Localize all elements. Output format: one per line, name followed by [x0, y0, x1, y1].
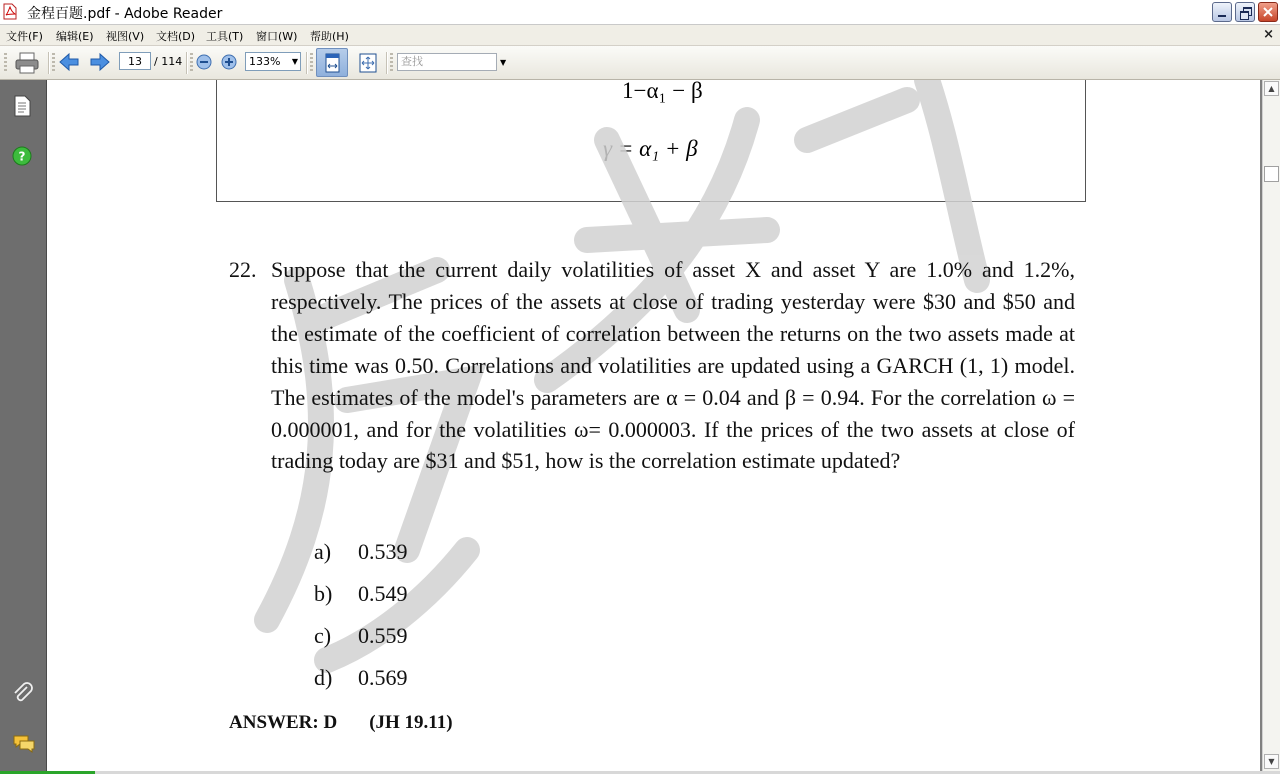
- zoom-out-icon[interactable]: [196, 54, 212, 70]
- vertical-scrollbar[interactable]: [1262, 80, 1280, 772]
- answer-option: [314, 665, 408, 691]
- scroll-down-arrow-icon[interactable]: ▼: [1264, 754, 1279, 769]
- close-window-button[interactable]: [1258, 2, 1278, 22]
- navigation-panel: [0, 80, 47, 772]
- toolbar-grip[interactable]: [310, 53, 313, 73]
- option-value: 0.539: [358, 539, 408, 564]
- menu-view[interactable]: 视图(V): [106, 30, 145, 43]
- pdf-file-icon: [3, 3, 17, 20]
- formula-gamma: γ = α₁ + β: [603, 136, 698, 161]
- fit-width-icon: [317, 49, 347, 76]
- answer-option: [314, 539, 408, 565]
- menu-help[interactable]: 帮助(H): [310, 30, 349, 43]
- attachments-paperclip-icon[interactable]: [12, 682, 34, 704]
- menu-window[interactable]: 窗口(W): [256, 30, 298, 43]
- next-page-icon[interactable]: [89, 52, 111, 72]
- toolbar-separator: [186, 52, 188, 74]
- zoom-in-icon[interactable]: [221, 54, 237, 70]
- close-icon: [1259, 3, 1277, 21]
- option-value: 0.569: [358, 665, 408, 690]
- scrollbar-thumb[interactable]: [1264, 166, 1279, 182]
- scroll-up-arrow-icon[interactable]: ▲: [1264, 81, 1279, 96]
- comments-icon[interactable]: [12, 734, 36, 754]
- help-icon[interactable]: [12, 146, 32, 166]
- toolbar-separator: [386, 52, 388, 74]
- zoom-level-select[interactable]: [245, 52, 301, 71]
- question-text: Suppose that the current daily volatilities of asset X and asset Y are 1.0% and 1.2%, respectively. The prices of the assets at close of trading yesterday were $30 and $50 and the estimate of the coefficient of correlation between the returns on the two assets made at this time was 0.50. Correlations and volatilities are updated using a GARCH (1, 1) model. The estimates of the model's parameters are α = 0.04 and β = 0.94. For the correlation ω = 0.000001, and for the volatilities ω= 0.000003. If the prices of the two assets at close of trading today are $31 and $51, how is the correlation estimate updated?: [271, 257, 1075, 474]
- formula-denominator: 1−α₁ − β: [622, 80, 703, 103]
- answer-option: [314, 623, 408, 649]
- menu-document[interactable]: 文档(D): [156, 30, 196, 43]
- option-value: 0.559: [358, 623, 408, 648]
- toolbar-grip[interactable]: [390, 53, 393, 73]
- toolbar-separator: [48, 52, 50, 74]
- svg-text:?: ?: [18, 149, 26, 164]
- option-label: b): [314, 581, 333, 606]
- toolbar-grip[interactable]: [52, 53, 55, 73]
- close-document-button[interactable]: ×: [1263, 27, 1274, 42]
- menu-file[interactable]: 文件(F): [6, 30, 43, 43]
- option-label: d): [314, 665, 333, 690]
- search-input[interactable]: 查找: [397, 53, 497, 71]
- question-number: 22.: [229, 257, 257, 282]
- search-options-chevron-icon[interactable]: ▼: [500, 58, 507, 67]
- answer-option: [314, 581, 408, 607]
- fit-page-icon[interactable]: [357, 52, 379, 74]
- page-total: / 114: [154, 55, 183, 68]
- menu-tools[interactable]: 工具(T): [206, 30, 244, 43]
- print-icon[interactable]: [14, 51, 40, 75]
- answer-text: ANSWER: D: [229, 712, 338, 733]
- restore-button[interactable]: [1235, 2, 1255, 22]
- pages-icon[interactable]: [12, 95, 32, 117]
- toolbar-grip[interactable]: [4, 53, 7, 73]
- formula-box: [216, 80, 1086, 202]
- zoom-level-value: 133%: [249, 55, 281, 68]
- title-bar: [0, 0, 1280, 25]
- menu-edit[interactable]: 编辑(E): [56, 30, 94, 43]
- chevron-down-icon: ▼: [291, 57, 298, 66]
- page-number-input[interactable]: 13: [119, 52, 151, 70]
- previous-page-icon[interactable]: [58, 52, 80, 72]
- toolbar: [0, 46, 1280, 80]
- single-page-view-button[interactable]: [316, 48, 348, 77]
- answer-source: (JH 19.11): [369, 712, 453, 733]
- option-label: c): [314, 623, 332, 648]
- answer-line: [229, 712, 453, 734]
- option-value: 0.549: [358, 581, 408, 606]
- window-title: 金程百题.pdf - Adobe Reader: [27, 6, 223, 22]
- menu-bar: [0, 25, 1280, 46]
- toolbar-separator: [306, 52, 308, 74]
- document-page[interactable]: [47, 80, 1260, 772]
- toolbar-grip[interactable]: [190, 53, 193, 73]
- option-label: a): [314, 539, 332, 564]
- minimize-button[interactable]: [1212, 2, 1232, 22]
